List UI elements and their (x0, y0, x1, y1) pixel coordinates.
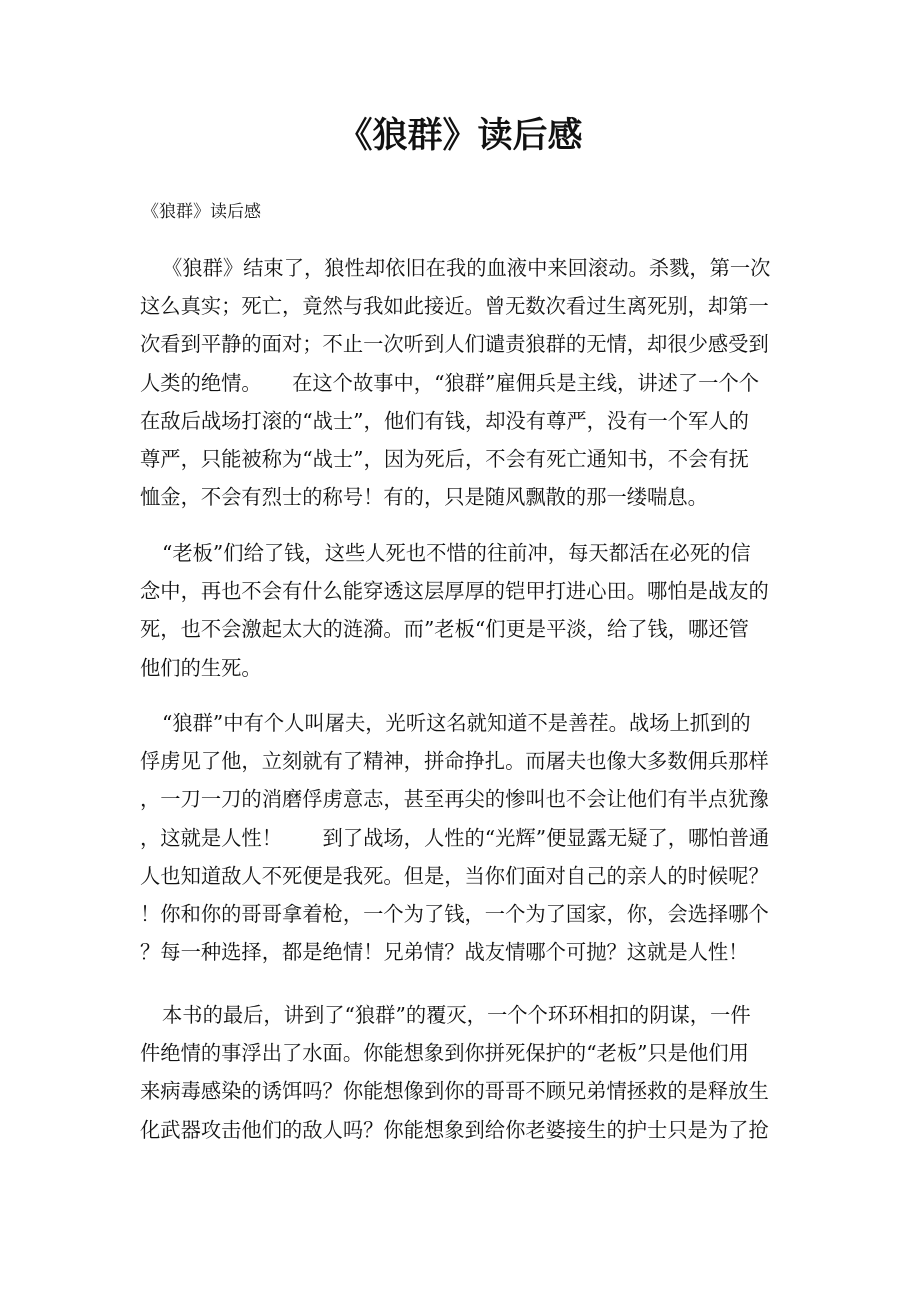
paragraph-1 (140, 249, 780, 516)
paragraph-2 (140, 534, 780, 687)
paragraph-line: ？每一种选择，都是绝情！兄弟情？战友情哪个可抛？这就是人性！ (140, 940, 749, 965)
paragraph-line: 次看到平静的面对；不止一次听到人们谴责狼群的无情，却很少感受到 (140, 332, 769, 357)
paragraph-4 (140, 996, 780, 1149)
paragraph-line: 《狼群》结束了，狼性却依旧在我的血液中来回滚动。杀戮，第一次 (162, 256, 771, 280)
paragraph-line: 人类的绝情。 在这个故事中，“狼群”雇佣兵是主线，讲述了一个个 (140, 370, 760, 395)
paragraph-3 (140, 704, 780, 971)
paragraph-line: 俘虏见了他，立刻就有了精神，拼命挣扎。而屠夫也像大多数佣兵那样 (140, 749, 769, 774)
paragraph-line: 这么真实；死亡，竟然与我如此接近。曾无数次看过生离死别，却第一 (140, 294, 769, 319)
document-subtitle: 《狼群》读后感 (142, 202, 261, 222)
paragraph-line: 人也知道敌人不死便是我死。但是，当你们面对自己的亲人的时候呢？ (140, 863, 769, 888)
paragraph-line: 念中，再也不会有什么能穿透这层厚厚的铠甲打进心田。哪怕是战友的 (140, 579, 769, 604)
paragraph-line: 他们的生死。 (140, 655, 262, 680)
paragraph-line: 本书的最后，讲到了“狼群”的覆灭，一个个环环相扣的阴谋，一件 (162, 1003, 751, 1027)
paragraph-line: 恤金，不会有烈士的称号！有的，只是随风飘散的那一缕喘息。 (140, 485, 708, 510)
paragraph-line: 化武器攻击他们的敌人吗？你能想象到给你老婆接生的护士只是为了抢 (140, 1117, 769, 1142)
paragraph-line: 来病毒感染的诱饵吗？你能想像到你的哥哥不顾兄弟情拯救的是释放生 (140, 1079, 769, 1104)
paragraph-line: 件绝情的事浮出了水面。你能想象到你拼死保护的“老板”只是他们用 (140, 1041, 749, 1066)
paragraph-line: 在敌后战场打滚的“战士”，他们有钱，却没有尊严，没有一个军人的 (140, 408, 749, 433)
paragraph-line: ，这就是人性！ 到了战场，人性的“光辉”便显露无疑了，哪怕普通 (140, 825, 770, 850)
paragraph-line: “老板”们给了钱，这些人死也不惜的往前冲，每天都活在必死的信 (162, 541, 751, 565)
paragraph-line: 尊严，只能被称为“战士”，因为死后，不会有死亡通知书，不会有抚 (140, 446, 749, 471)
paragraph-line: ，一刀一刀的消磨俘虏意志，甚至再尖的惨叫也不会让他们有半点犹豫 (140, 787, 769, 812)
paragraph-line: “狼群”中有个人叫屠夫，光听这名就知道不是善茬。战场上抓到的 (162, 711, 751, 735)
document-title: 《狼群》读后感 (337, 115, 583, 156)
paragraph-line: 死，也不会激起太大的涟漪。而”老板“们更是平淡，给了钱，哪还管 (140, 617, 749, 642)
paragraph-line: ！你和你的哥哥拿着枪，一个为了钱，一个为了国家，你，会选择哪个 (140, 901, 769, 926)
